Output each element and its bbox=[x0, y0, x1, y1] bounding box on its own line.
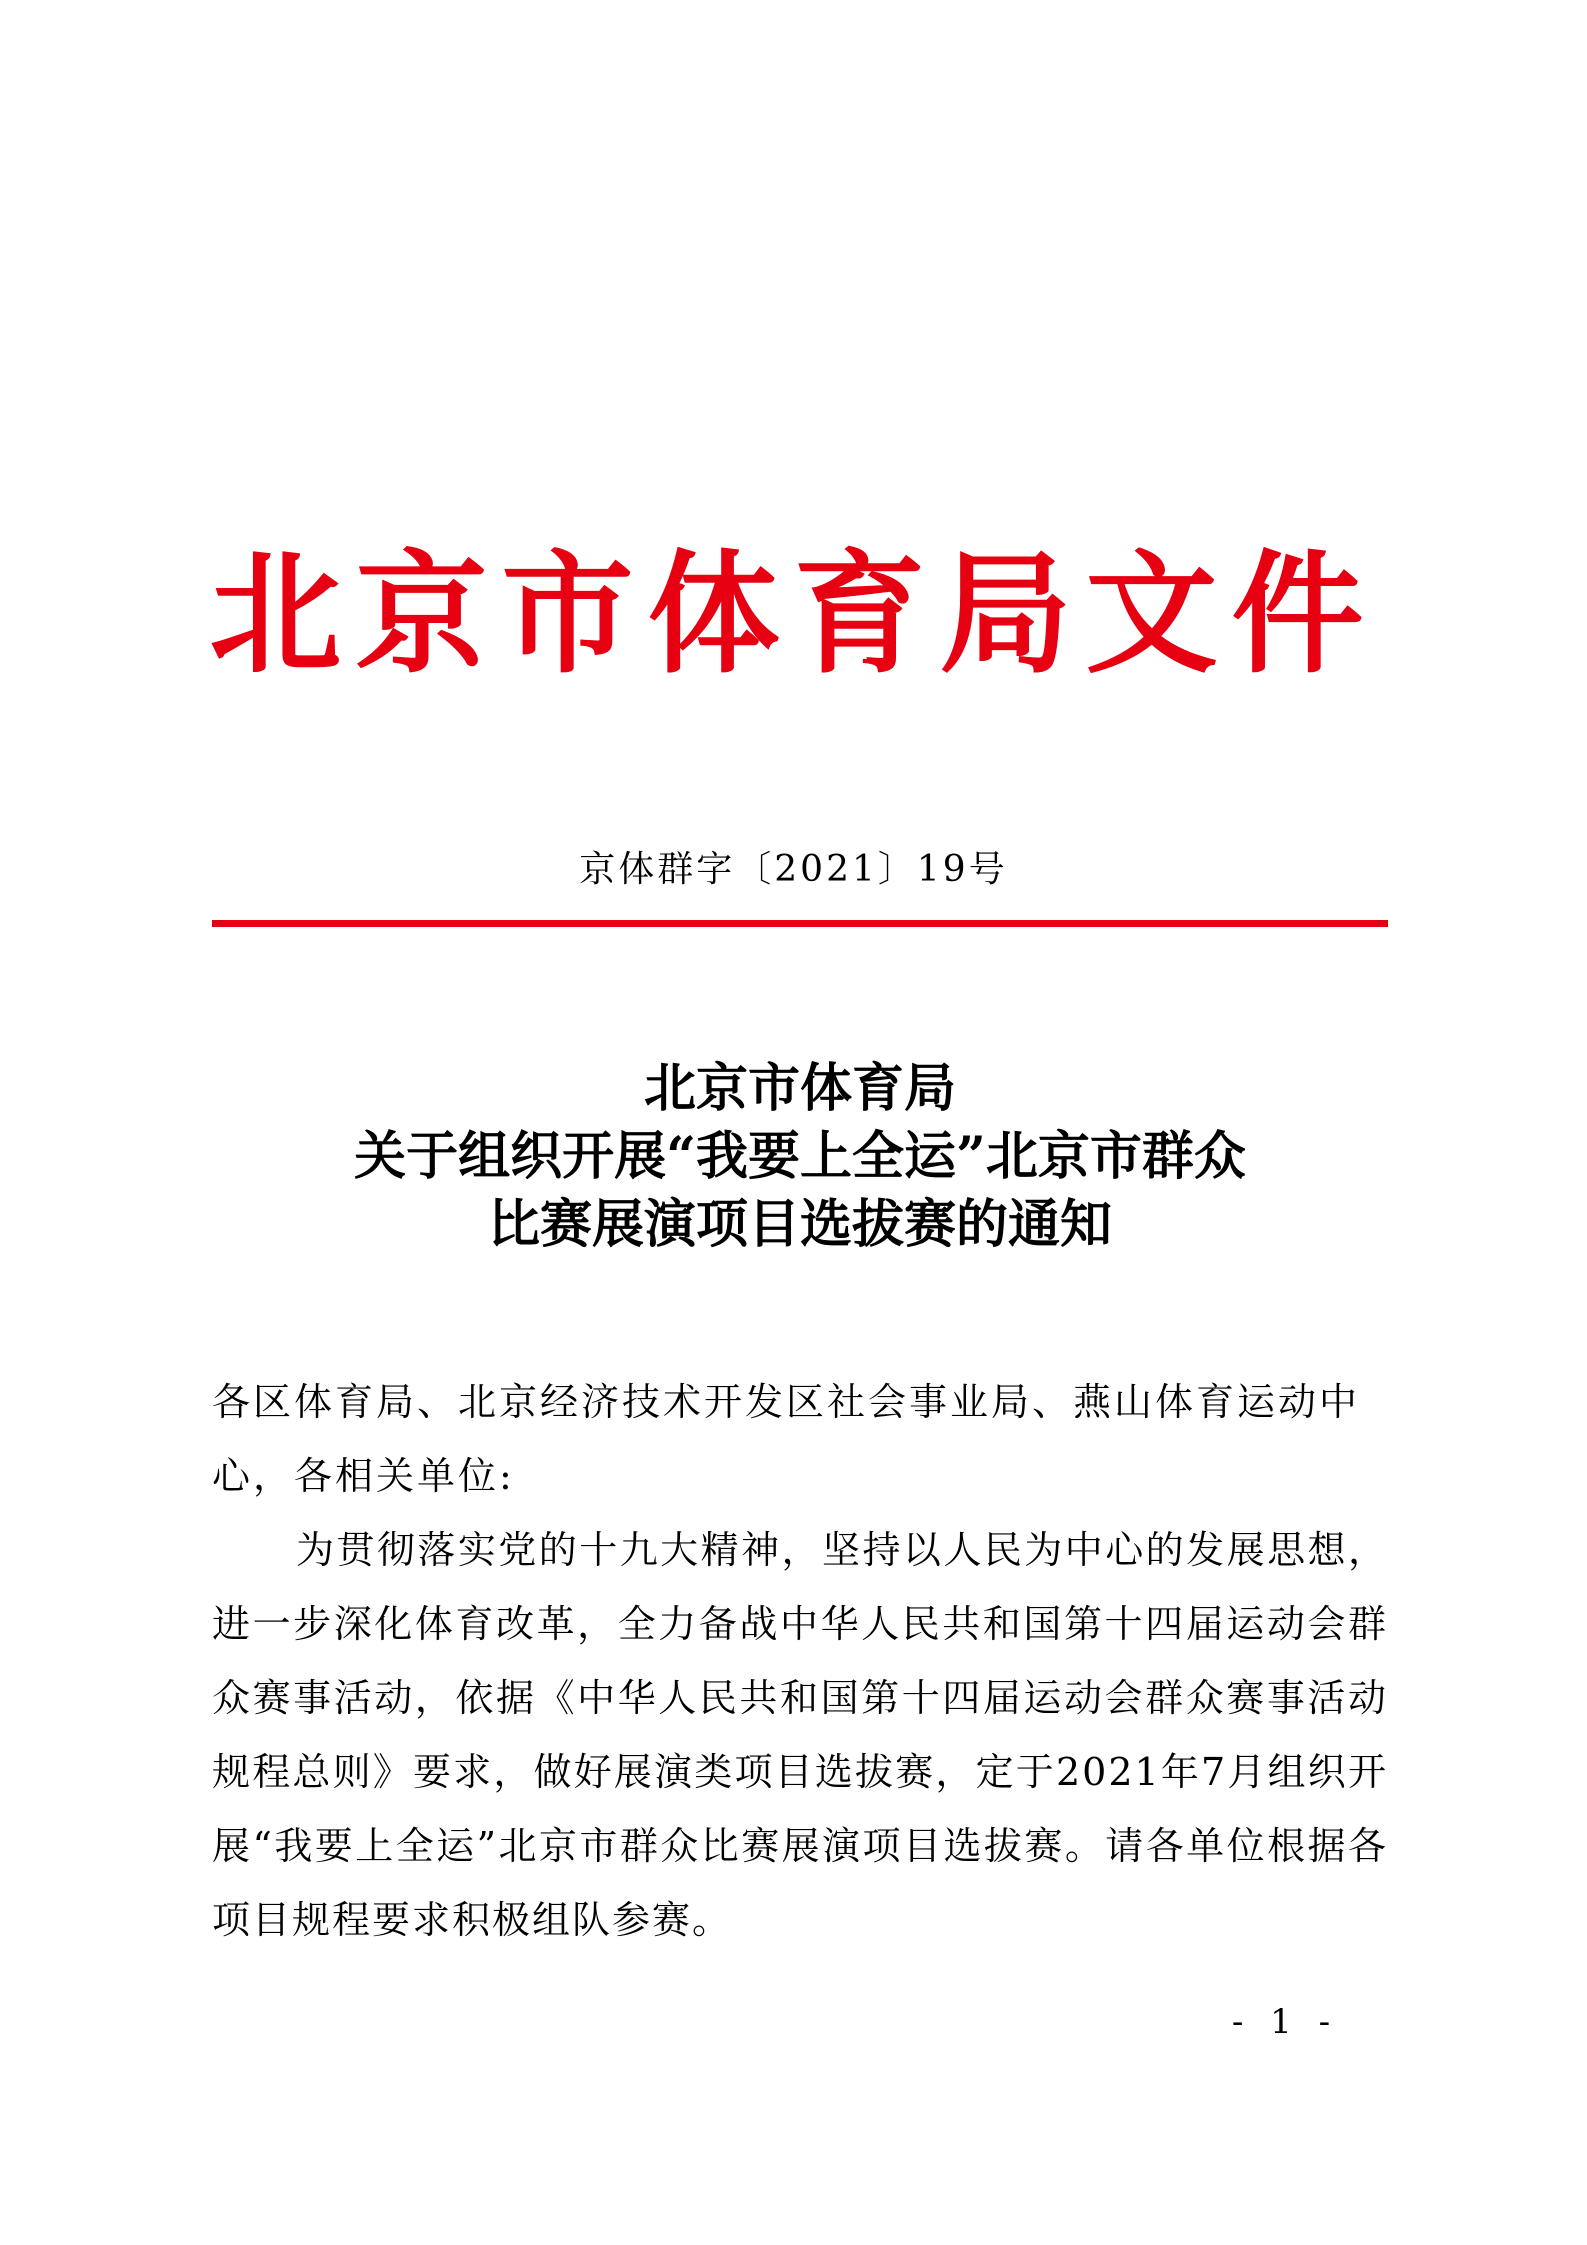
notice-body bbox=[212, 1365, 1388, 1957]
masthead-title: 北京市体育局文件 bbox=[209, 537, 1378, 692]
notice-title-line-3: 比赛展演项目选拔赛的通知 bbox=[487, 1194, 1112, 1255]
page-number: - 1 - bbox=[1231, 2002, 1339, 2042]
document-number: 京体群字〔2021〕19号 bbox=[579, 849, 1008, 890]
notice-title-line-1: 北京市体育局 bbox=[643, 1058, 956, 1119]
notice-title bbox=[212, 1055, 1388, 1259]
notice-title-line-2: 关于组织开展“我要上全运”北京市群众 bbox=[354, 1126, 1246, 1187]
red-divider-line bbox=[212, 920, 1388, 927]
body-paragraph: 为贯彻落实党的十九大精神，坚持以人民为中心的发展思想，进一步深化体育改革，全力备战中华人民共和国第十四届运动会群众赛事活动，依据《中华人民共和国第十四届运动会群众赛事活动规程总则》要求，做好展演类项目选拔赛，定于2021年7月组织开展“我要上全运”北京市群众比赛展演项目选拔赛。请各单位根据各项目规程要求积极组队参赛。 bbox=[212, 1528, 1388, 1942]
salutation: 各区体育局、北京经济技术开发区社会事业局、燕山体育运动中心，各相关单位: bbox=[212, 1380, 1361, 1498]
